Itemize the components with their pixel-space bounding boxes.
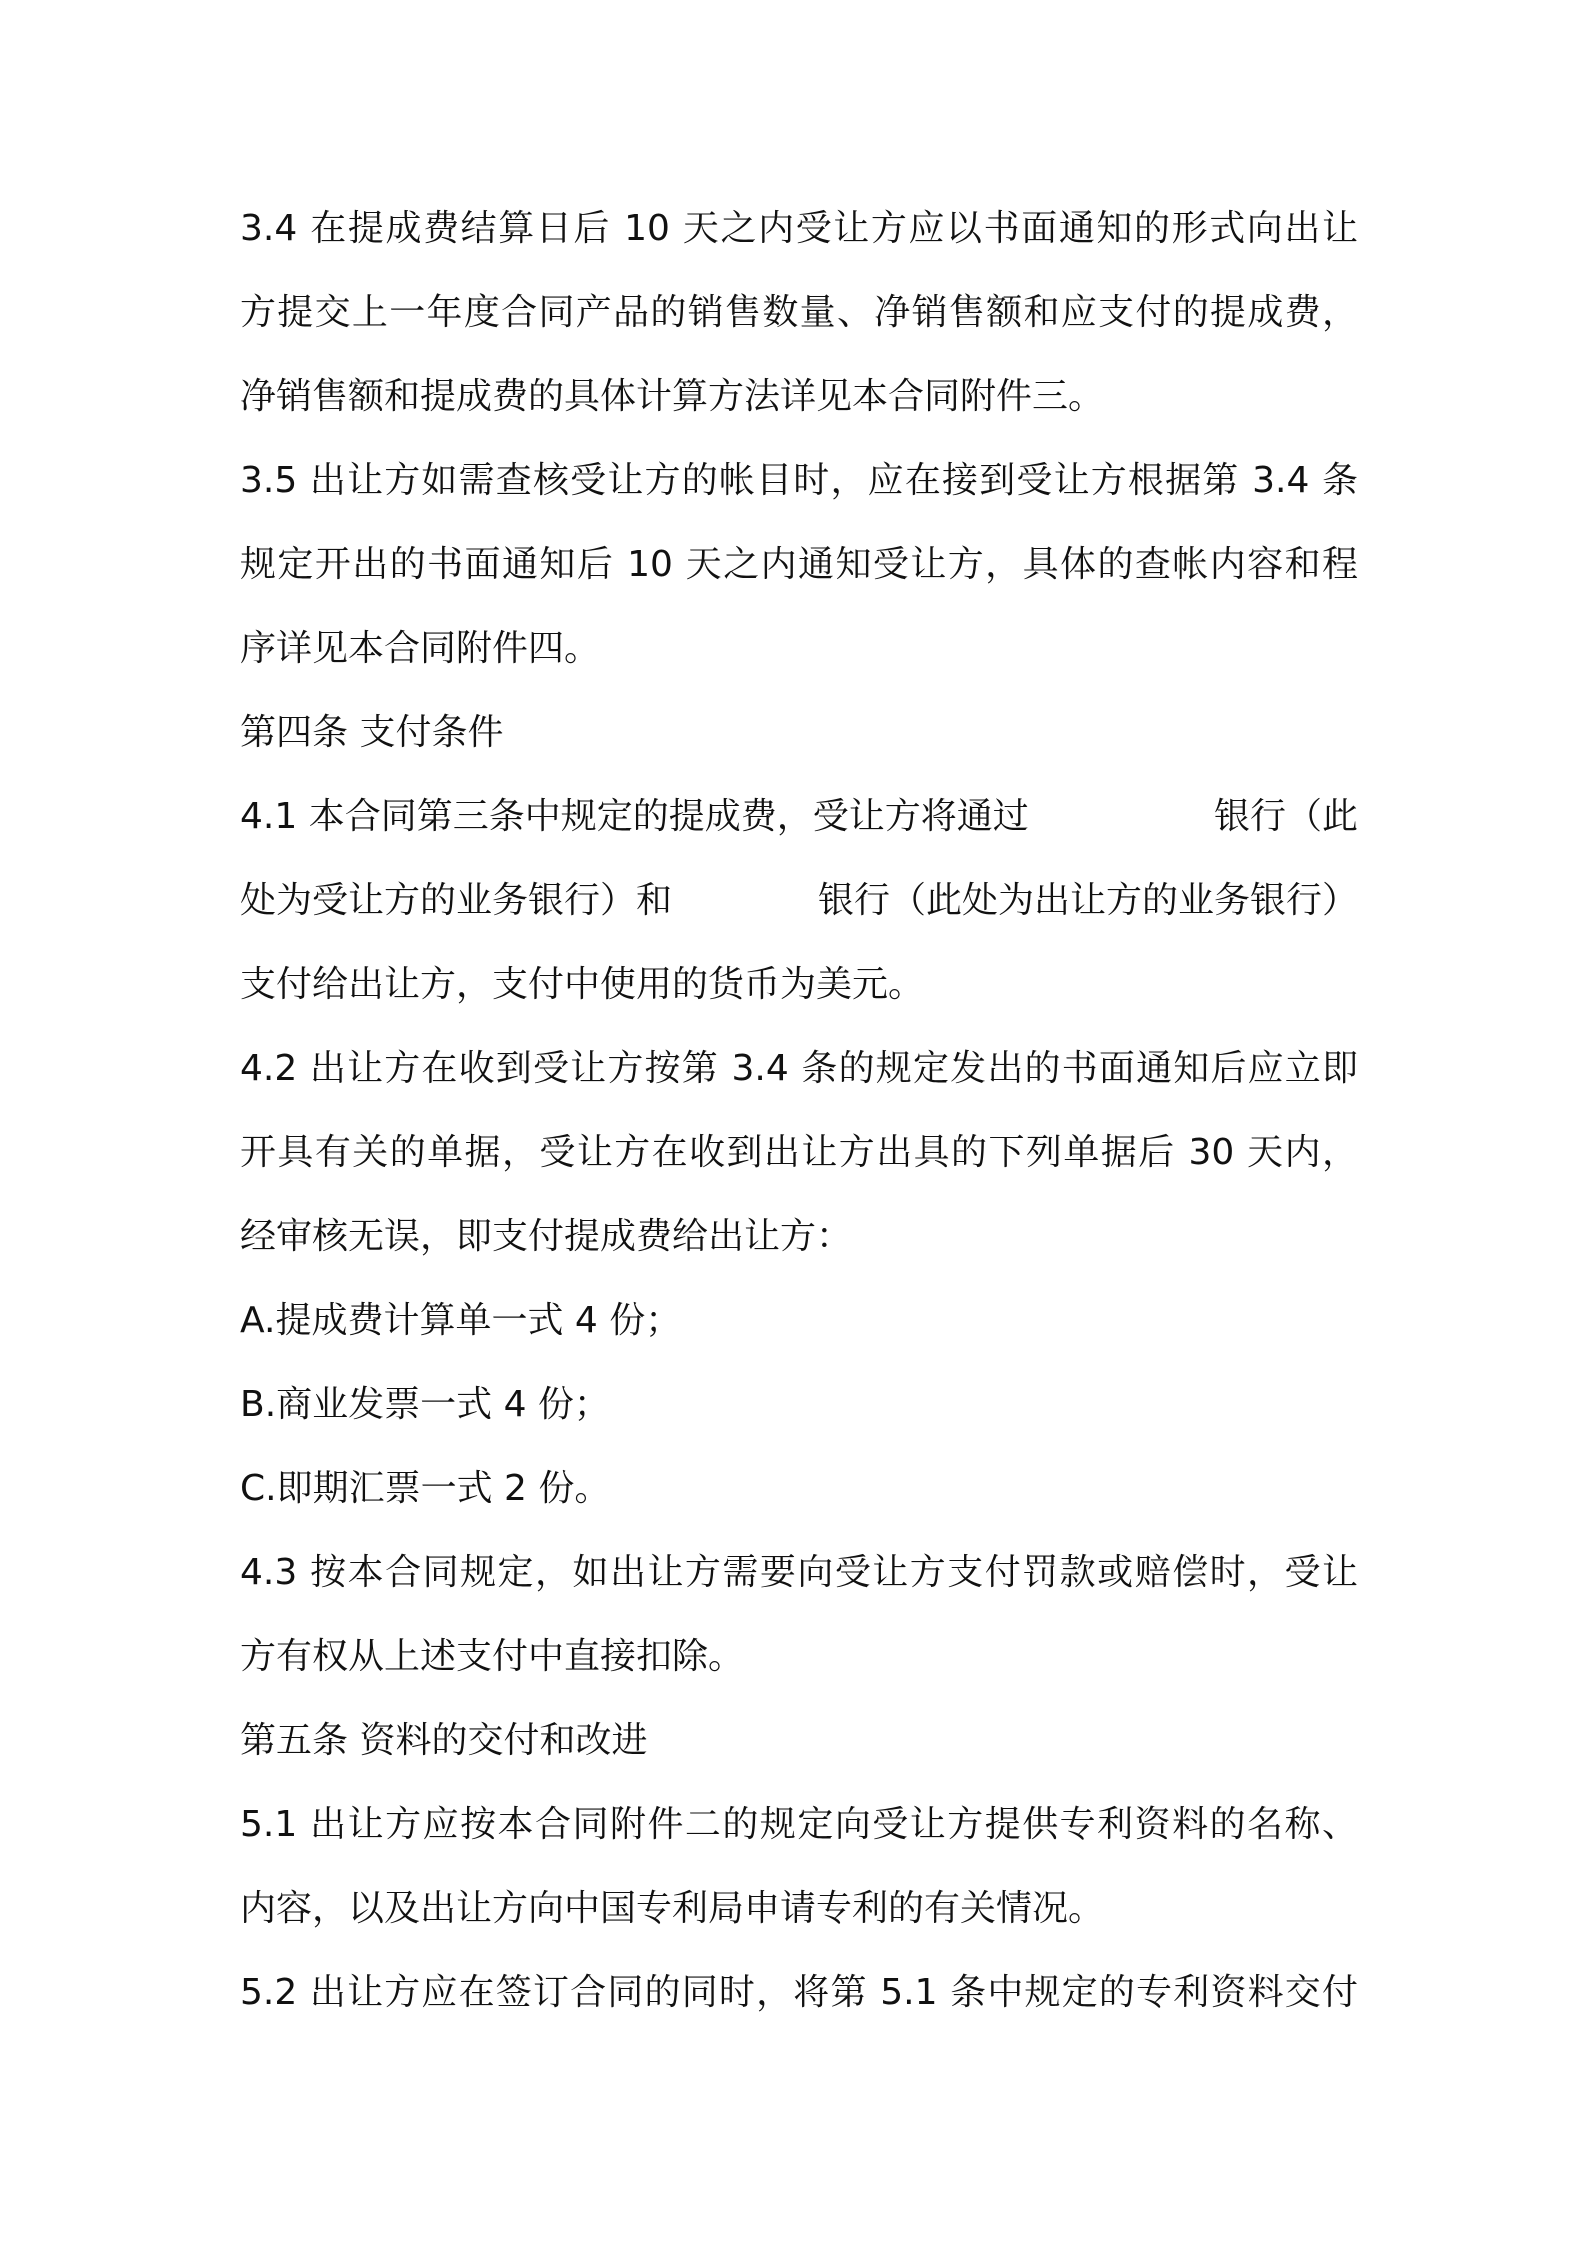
clause-4-1-line-3: 支付给出让方，支付中使用的货币为美元。 [240, 964, 925, 1005]
clause-4-3-line-1: 4.3 按本合同规定，如出让方需要向受让方支付罚款或赔偿时，受让 [240, 1552, 1358, 1593]
clause-5-1-line-1: 5.1 出让方应按本合同附件二的规定向受让方提供专利资料的名称、 [240, 1804, 1358, 1845]
clause-3-5-line-3: 序详见本合同附件四。 [240, 628, 601, 669]
clause-3-4-line-2: 方提交上一年度合同产品的销售数量、净销售额和应支付的提成费， [240, 292, 1358, 333]
clause-4-1-bank-label-2: 银行（此处为出让方的业务银行） [817, 880, 1358, 921]
clause-3-5-line-1: 3.5 出让方如需查核受让方的帐目时，应在接到受让方根据第 3.4 条 [240, 460, 1358, 501]
clause-5-1-line-2: 内容，以及出让方向中国专利局申请专利的有关情况。 [240, 1888, 1105, 1929]
clause-4-2-line-3: 经审核无误，即支付提成费给出让方： [240, 1216, 853, 1257]
clause-4-1-line-2 [240, 871, 1358, 931]
clause-5-2-line-1: 5.2 出让方应在签订合同的同时，将第 5.1 条中规定的专利资料交付 [240, 1972, 1358, 2013]
article-4-heading: 第四条 支付条件 [240, 712, 504, 753]
clause-3-5-line-2: 规定开出的书面通知后 10 天之内通知受让方，具体的查帐内容和程 [240, 544, 1358, 585]
clause-4-3-line-2: 方有权从上述支付中直接扣除。 [240, 1636, 745, 1677]
list-item-a: A.提成费计算单一式 4 份； [240, 1300, 682, 1341]
clause-3-4-line-1: 3.4 在提成费结算日后 10 天之内受让方应以书面通知的形式向出让 [240, 208, 1358, 249]
clause-3-4-line-3: 净销售额和提成费的具体计算方法详见本合同附件三。 [240, 376, 1105, 417]
clause-4-1-line-1-text: 4.1 本合同第三条中规定的提成费，受让方将通过 [240, 796, 1029, 837]
article-5-heading: 第五条 资料的交付和改进 [240, 1720, 648, 1761]
clause-4-1-line-1 [240, 787, 1358, 847]
list-item-b: B.商业发票一式 4 份； [240, 1384, 610, 1425]
list-item-c: C.即期汇票一式 2 份。 [240, 1468, 611, 1509]
clause-4-1-bank-label: 银行（此 [1213, 796, 1358, 837]
clause-4-2-line-1: 4.2 出让方在收到受让方按第 3.4 条的规定发出的书面通知后应立即 [240, 1048, 1358, 1089]
clause-4-2-line-2: 开具有关的单据，受让方在收到出让方出具的下列单据后 30 天内， [240, 1132, 1358, 1173]
clause-4-1-line-2-text: 处为受让方的业务银行）和 [240, 880, 673, 921]
